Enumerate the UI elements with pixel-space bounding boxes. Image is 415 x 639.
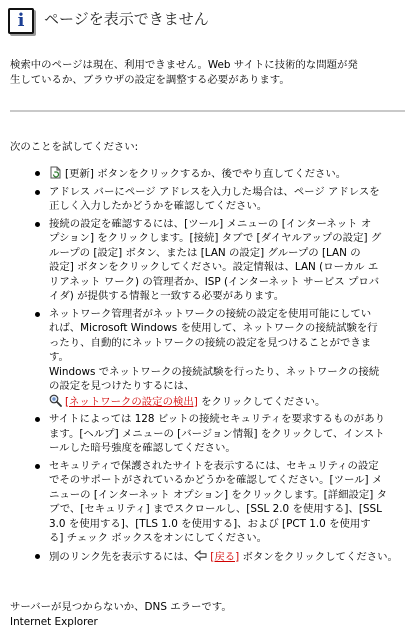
back-link[interactable]: [戻る] — [210, 550, 240, 563]
tip-line: 設定] ボタンをクリックしてください。設定情報は、LAN (ローカル エ — [49, 261, 379, 273]
network-detect-icon — [49, 394, 62, 407]
back-tip-suffix: ボタンをクリックしてください。 — [239, 550, 398, 563]
tip-line: プション] をクリックします。[接続] タブで [ダイヤルアップの設定] グ — [49, 232, 382, 244]
footer — [10, 600, 406, 629]
refresh-page-icon — [49, 166, 62, 179]
detect-line — [49, 394, 393, 410]
detect-suffix: をクリックしてください。 — [197, 395, 326, 408]
list-item-network — [0, 307, 415, 410]
tip-line: ブで、[セキュリティ] までスクロールし、[SSL 2.0 を使用する]、[SSL — [49, 503, 382, 515]
back-tip-prefix: 別のリンク先を表示するには、 — [49, 550, 195, 563]
tip-line: セキュリティで保護されたサイトを表示するには、セキュリティの設定 — [49, 459, 379, 472]
tip-line: れば、Microsoft Windows を使用して、ネットワークの接続試験を行 — [49, 322, 378, 334]
tip-line: でそのサポートがされているかどうかを確認してください。[ツール] メ — [49, 474, 383, 486]
tip-line: ます。[ヘルプ] メニューの [バージョン情報] をクリックして、インスト — [49, 427, 385, 440]
tip-line: 3.0 を使用する]、[TLS 1.0 を使用する]、および [PCT 1.0 を使用す — [49, 517, 371, 530]
tip-line: ニューの [インターネット オプション] をクリックします。[詳細設定] タ — [49, 488, 388, 501]
list-item-back — [0, 549, 415, 565]
list-item-connection — [0, 217, 415, 304]
tip-line: す。 — [49, 351, 69, 363]
tip-line: イダ) が提供する情報と一致する必要があります。 — [49, 290, 285, 302]
info-icon — [8, 8, 34, 34]
tips-list — [0, 166, 415, 567]
page-title: ページを表示できません — [44, 10, 209, 28]
tip-line: ネットワーク管理者がネットワークの接続の設定を使用可能にしてい — [49, 307, 372, 320]
back-arrow-icon — [194, 549, 207, 562]
tip-line: ループの [設定] ボタン、または [LAN の設定] グループの [LAN の — [49, 246, 361, 259]
refresh-tip-text: [更新] ボタンをクリックするか、後でやり直してください。 — [65, 168, 347, 180]
tip-line: の設定を見つけたりするには、 — [49, 380, 195, 392]
list-item-refresh — [0, 166, 415, 182]
browser-name: Internet Explorer — [10, 615, 98, 628]
list-item-security — [0, 459, 415, 546]
tip-line: ったり、自動的にネットワークの接続の設定を見つけることができま — [49, 336, 372, 349]
intro-paragraph — [10, 58, 406, 87]
list-item-address — [0, 185, 415, 214]
tip-line: サイトによっては 128 ビットの接続セキュリティを要求するものがあり — [49, 413, 385, 425]
detect-network-settings-link[interactable]: [ネットワークの設定の検出] — [65, 395, 198, 408]
try-heading: 次のことを試してください: — [10, 141, 139, 153]
intro-line: 検索中のページは現在、利用できません。Web サイトに技術的な問題が発 — [10, 59, 358, 71]
tip-line: Windows でネットワークの接続試験を行ったり、ネットワークの接続 — [49, 365, 380, 378]
tip-line: リアネット ワーク) の管理者か、ISP (インターネット サービス プロバ — [49, 275, 380, 288]
tip-line: 接続の設定を確認するには、[ツール] メニューの [インターネット オ — [49, 217, 372, 230]
tip-line: ールした暗号強度を確認してください。 — [49, 442, 236, 454]
divider — [10, 110, 405, 112]
info-letter: i — [17, 10, 25, 31]
intro-line: 生しているか、ブラウザの設定を調整する必要があります。 — [10, 73, 290, 86]
tip-line: る] チェック ボックスをオンにしてください。 — [49, 532, 268, 544]
tip-line: 正しく入力したかどうかを確認してください。 — [49, 200, 268, 212]
tip-line: アドレス バーにページ アドレスを入力した場合は、ページ アドレスを — [49, 185, 380, 198]
page-header — [8, 8, 408, 42]
error-message: サーバーが見つからないか、DNS エラーです。 — [10, 601, 232, 613]
list-item-encryption — [0, 412, 415, 456]
